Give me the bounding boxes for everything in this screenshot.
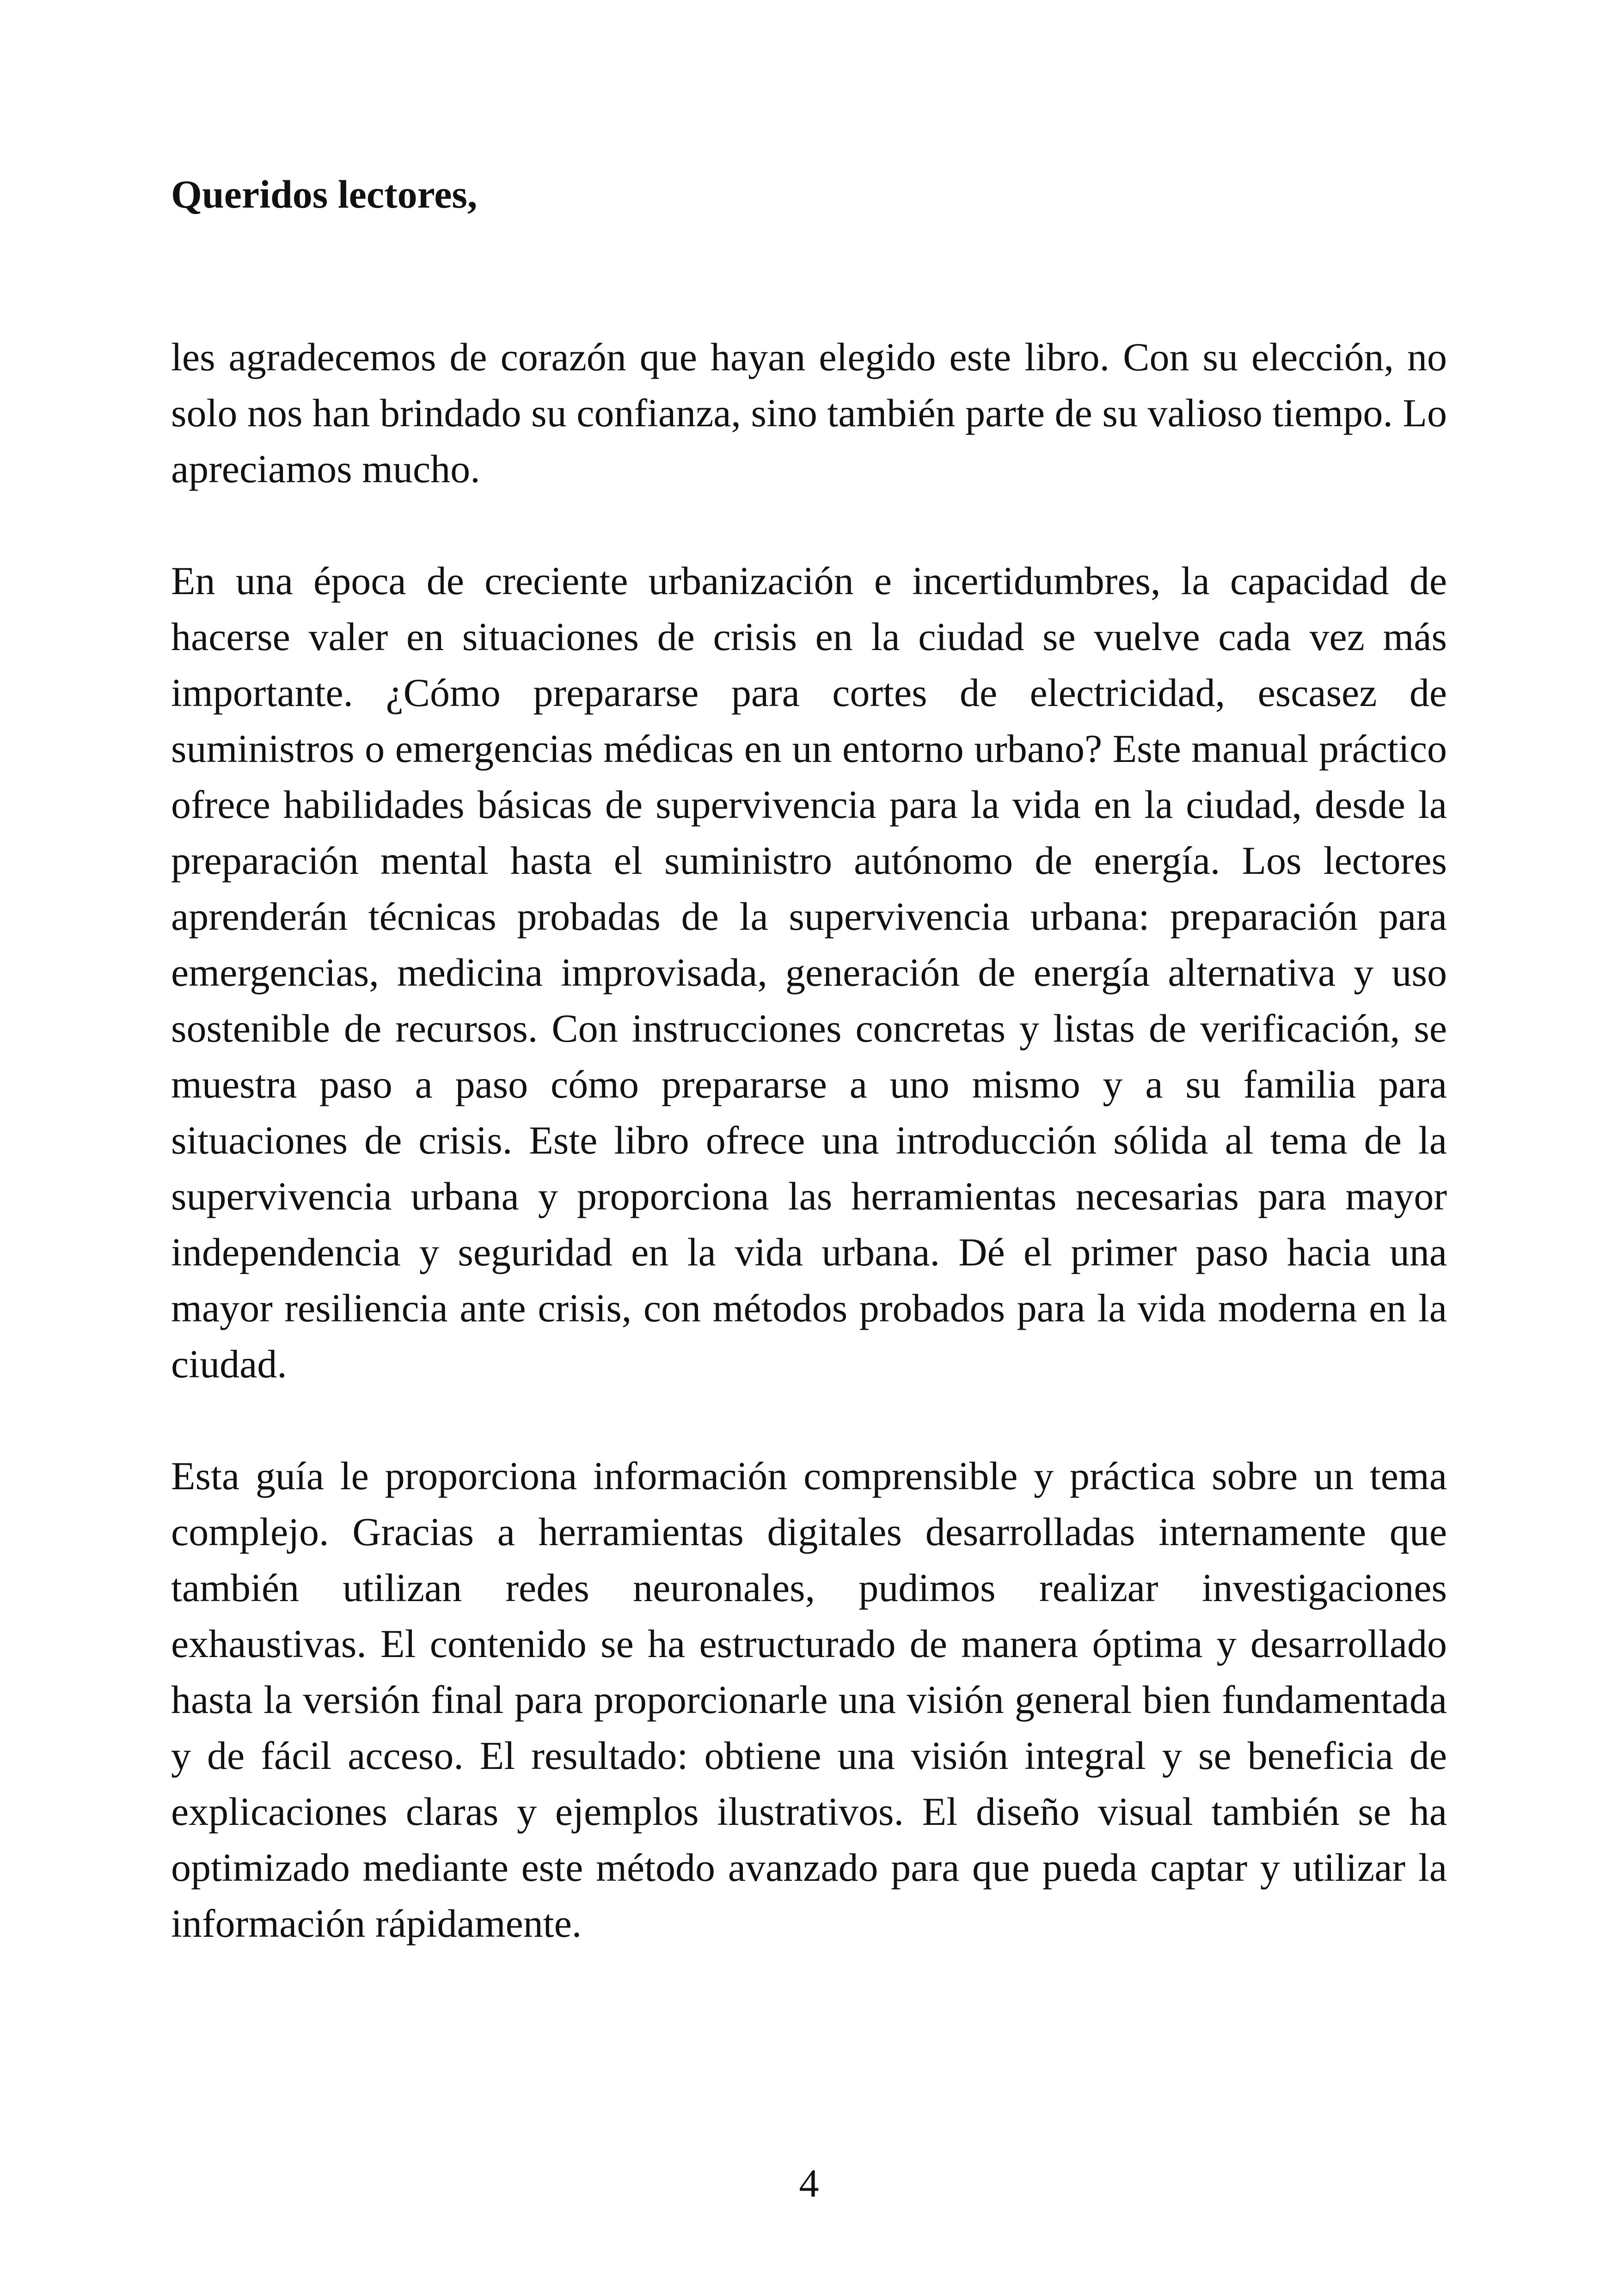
page-content	[171, 166, 1447, 1952]
paragraph-book-description: En una época de creciente urbanización e incertidumbres, la capacidad de hacerse valer en situaciones de crisis en la ciudad se vuelve cada vez más importante. ¿Cómo prepararse para cortes de electricidad, escasez de suministros o emergencias médicas en un entorno urbano? Este manual práctico ofrece habilidades básicas de supervivencia para la vida en la ciudad, desde la preparación mental hasta el suministro autónomo de energía. Los lectores aprenderán técnicas probadas de la supervivencia urbana: preparación para emergencias, medicina improvisada, generación de energía alternativa y uso sostenible de recursos. Con instrucciones concretas y listas de verificación, se muestra paso a paso cómo prepararse a uno mismo y a su familia para situaciones de crisis. Este libro ofrece una introducción sólida al tema de la supervivencia urbana y proporciona las herramientas necesarias para mayor independencia y seguridad en la vida urbana. Dé el primer paso hacia una mayor resiliencia ante crisis, con métodos probados para la vida moderna en la ciudad.	[171, 559, 1447, 1386]
page-number: 4	[799, 2161, 819, 2205]
paragraph-thanks: les agradecemos de corazón que hayan elegido este libro. Con su elección, no solo nos han brindado su confianza, sino también parte de su valioso tiempo. Lo apreciamos mucho.	[171, 335, 1447, 491]
paragraph-guide-methodology: Esta guía le proporciona información comprensible y práctica sobre un tema complejo. Gracias a herramientas digitales desarrolladas internamente que también utilizan redes neuronales, pudimos realizar investigaciones exhaustivas. El contenido se ha estructurado de manera óptima y desarrollado hasta la versión final para proporcionarle una visión general bien fundamentada y de fácil acceso. El resultado: obtiene una visión integral y se beneficia de explicaciones claras y ejemplos ilustrativos. El diseño visual también se ha optimizado mediante este método avanzado para que pueda captar y utilizar la información rápidamente.	[171, 1454, 1447, 1946]
salutation-heading: Queridos lectores,	[171, 172, 478, 216]
